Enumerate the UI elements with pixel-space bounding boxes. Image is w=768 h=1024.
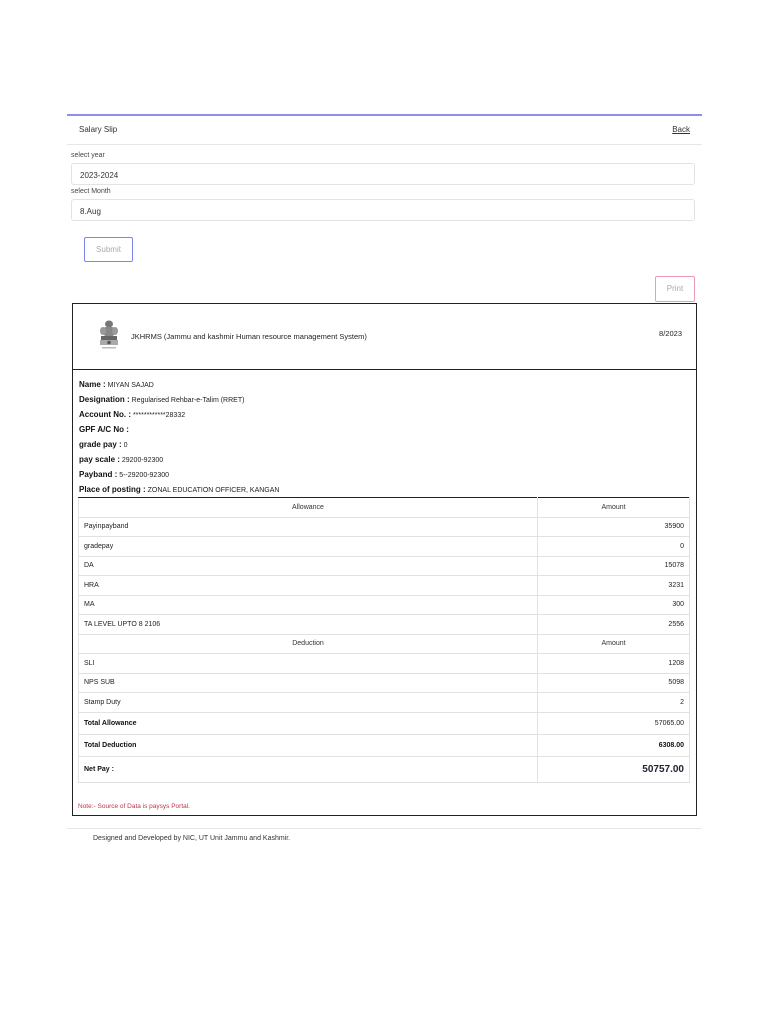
table-row: DA 15078 bbox=[79, 556, 690, 576]
gpf-row: GPF A/C No : bbox=[79, 425, 129, 434]
table-row: NPS SUB 5098 bbox=[79, 673, 690, 693]
payband-row: Payband : 5--29200-92300 bbox=[79, 470, 170, 479]
employee-grade-pay: 0 bbox=[123, 442, 128, 449]
employee-designation: Regularised Rehbar-e-Talim (RRET) bbox=[131, 397, 245, 404]
month-label: select Month bbox=[71, 188, 111, 195]
designation-row: Designation : Regularised Rehbar-e-Talim (RRET) bbox=[79, 395, 245, 404]
deduction-header-row bbox=[79, 634, 690, 654]
net-pay-value: 50757.00 bbox=[538, 756, 690, 782]
slip-date: 8/2023 bbox=[659, 329, 682, 338]
pay-scale-row: pay scale : 29200-92300 bbox=[79, 455, 164, 464]
deduction-amount-header: Amount bbox=[538, 634, 690, 654]
table-row: Stamp Duty 2 bbox=[79, 693, 690, 713]
source-note: Note:- Source of Data is paysys Portal. bbox=[78, 803, 190, 810]
employee-info bbox=[79, 377, 279, 497]
deduction-header: Deduction bbox=[79, 634, 538, 654]
total-allowance-value: 57065.00 bbox=[538, 712, 690, 734]
national-emblem-icon bbox=[97, 319, 121, 351]
total-deduction-row: Total Deduction 6308.00 bbox=[79, 734, 690, 756]
employee-account: ************28332 bbox=[132, 412, 186, 419]
year-select[interactable]: 2023-2024 bbox=[71, 163, 695, 185]
allowance-header: Allowance bbox=[79, 498, 538, 518]
account-row: Account No. : ************28332 bbox=[79, 410, 186, 419]
table-row: HRA 3231 bbox=[79, 576, 690, 596]
table-row: MA 300 bbox=[79, 595, 690, 615]
table-row: gradepay 0 bbox=[79, 537, 690, 557]
table-row: Payinpayband 35900 bbox=[79, 517, 690, 537]
card-header bbox=[67, 116, 702, 145]
employee-posting: ZONAL EDUCATION OFFICER, KANGAN bbox=[147, 487, 280, 494]
name-row: Name : MIYAN SAJAD bbox=[79, 380, 154, 389]
allowance-amount-header: Amount bbox=[538, 498, 690, 518]
back-link[interactable]: Back bbox=[672, 125, 690, 134]
year-label: select year bbox=[71, 152, 105, 159]
month-select[interactable]: 8.Aug bbox=[71, 199, 695, 221]
posting-row: Place of posting : ZONAL EDUCATION OFFICER, KANGAN bbox=[79, 485, 280, 494]
salary-table bbox=[78, 497, 690, 783]
print-button[interactable]: Print bbox=[655, 276, 695, 302]
org-name: JKHRMS (Jammu and kashmir Human resource management System) bbox=[131, 332, 367, 341]
employee-pay-scale: 29200-92300 bbox=[121, 457, 164, 464]
salary-slip bbox=[72, 303, 697, 816]
net-pay-row: Net Pay : 50757.00 bbox=[79, 756, 690, 782]
total-allowance-row: Total Allowance 57065.00 bbox=[79, 712, 690, 734]
allowance-header-row bbox=[79, 498, 690, 518]
table-row: SLI 1208 bbox=[79, 654, 690, 674]
salary-slip-card bbox=[67, 114, 702, 829]
employee-payband: 5--29200-92300 bbox=[119, 472, 170, 479]
total-deduction-value: 6308.00 bbox=[538, 734, 690, 756]
slip-header bbox=[73, 304, 696, 370]
submit-button[interactable]: Submit bbox=[84, 237, 133, 262]
table-row: TA LEVEL UPTO 8 2106 2556 bbox=[79, 615, 690, 635]
page-title: Salary Slip bbox=[79, 125, 118, 134]
employee-name: MIYAN SAJAD bbox=[107, 382, 154, 389]
grade-pay-row: grade pay : 0 bbox=[79, 440, 128, 449]
footer-credit: Designed and Developed by NIC, UT Unit Jammu and Kashmir. bbox=[93, 835, 291, 842]
